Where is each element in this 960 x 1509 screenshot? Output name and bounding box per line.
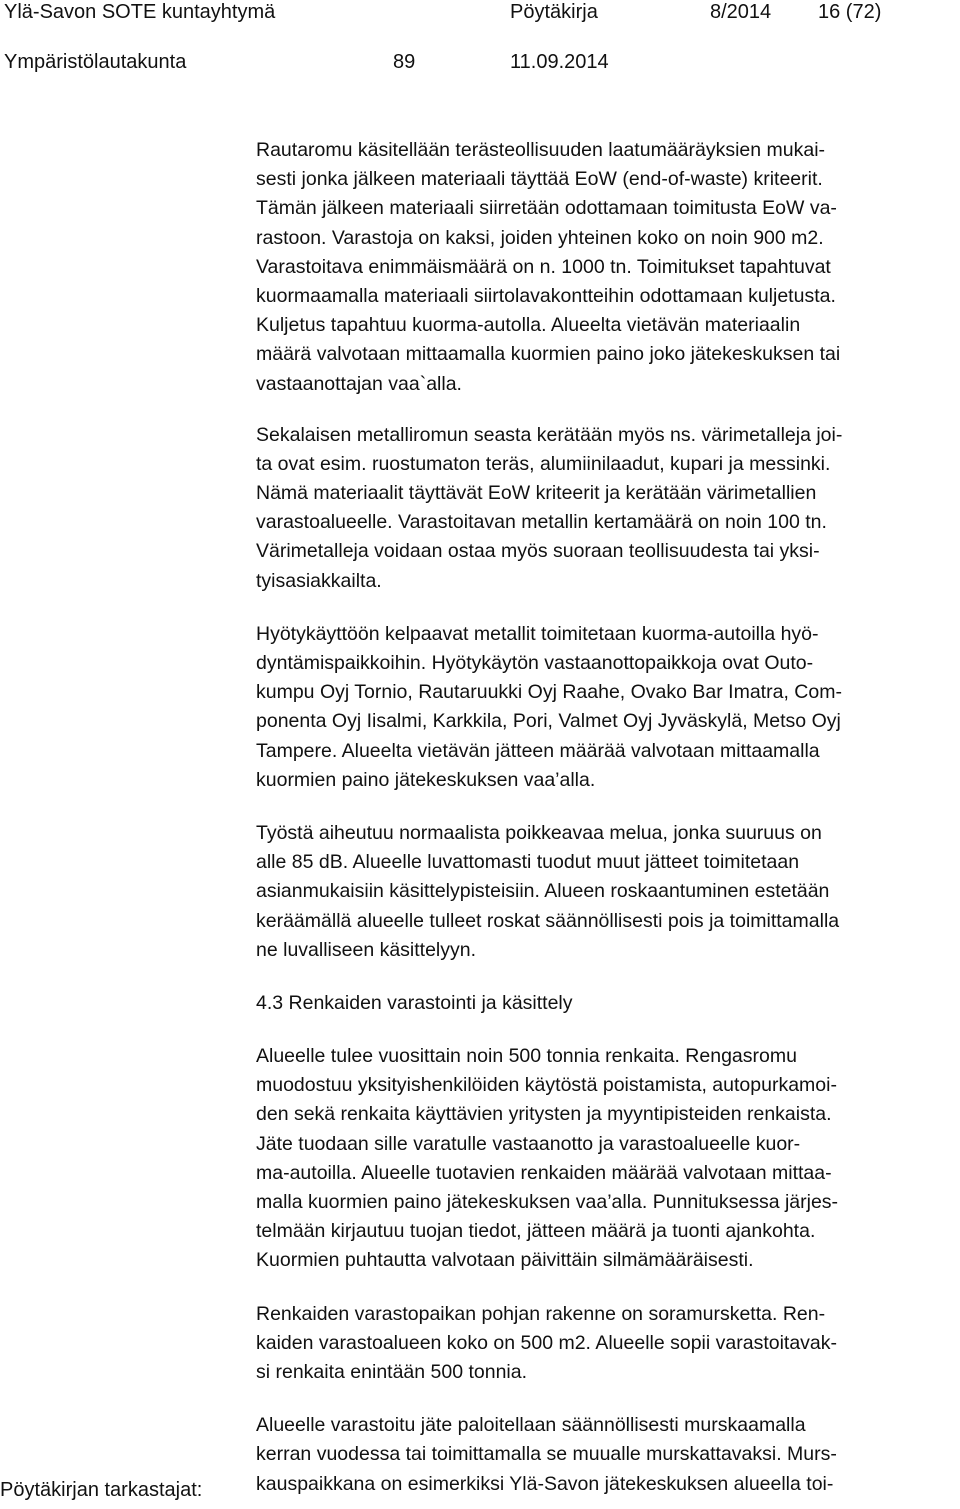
text-line: Tämän jälkeen materiaali siirretään odottamaan toimitusta EoW va-	[256, 197, 837, 220]
page-number: 16 (72)	[818, 1, 882, 23]
text-line: Hyötykäyttöön kelpaavat metallit toimitetaan kuorma-autoilla hyö-	[256, 622, 819, 645]
paragraph-hyotykaytto	[256, 620, 940, 795]
text-line: Tampere. Alueelta vietävän jätteen määrää valvotaan mittaamalla	[256, 739, 820, 762]
text-line: ne luvalliseen käsittelyyn.	[256, 938, 477, 961]
text-line: telmään kirjautuu tuojan tiedot, jätteen määrä ja tuonti ajankohta.	[256, 1220, 816, 1243]
paragraph-melu	[256, 819, 940, 965]
text-line: Työstä aiheutuu normaalista poikkeavaa melua, jonka suuruus on	[256, 821, 822, 844]
text-line: Kuormien puhtautta valvotaan päivittäin silmämääräisesti.	[256, 1249, 754, 1272]
text-line: ponenta Oyj Iisalmi, Karkkila, Pori, Valmet Oyj Jyväskylä, Metso Oyj	[256, 710, 841, 733]
footer-reviewers-label: Pöytäkirjan tarkastajat:	[0, 1479, 203, 1501]
text-line: muodostuu yksityishenkilöiden käytöstä poistamista, autopurkamoi-	[256, 1074, 837, 1097]
text-line: asianmukaisiin käsittelypisteisiin. Alueen roskaantuminen estetään	[256, 880, 830, 903]
organization-name: Ylä-Savon SOTE kuntayhtymä	[4, 1, 276, 23]
text-line: Sekalaisen metalliromun seasta kerätään myös ns. värimetalleja joi-	[256, 423, 843, 446]
text-line: sesti jonka jälkeen materiaali täyttää EoW (end-of-waste) kriteerit.	[256, 168, 823, 191]
text-line: Alueelle tulee vuosittain noin 500 tonnia renkaita. Rengasromu	[256, 1045, 797, 1068]
paragraph-rautaromu	[256, 136, 940, 399]
meeting-date: 11.09.2014	[510, 51, 609, 73]
text-line: dyntämispaikkoihin. Hyötykäytön vastaanottopaikkoja ovat Outo-	[256, 652, 814, 674]
text-line: kuormien paino jätekeskuksen vaa’alla.	[256, 768, 596, 791]
text-line: Alueelle varastoitu jäte paloitellaan säännöllisesti murskaamalla	[256, 1414, 806, 1437]
paragraph-varastopaikka	[256, 1300, 940, 1388]
text-line: Kuljetus tapahtuu kuorma-autolla. Alueelta vietävän materiaalin	[256, 314, 801, 337]
text-line: Nämä materiaalit täyttävät EoW kriteerit ja kerätään värimetallien	[256, 482, 817, 505]
text-line: kumpu Oyj Tornio, Rautaruukki Oyj Raahe, Ovako Bar Imatra, Com-	[256, 681, 842, 704]
committee-name: Ympäristölautakunta	[4, 51, 187, 73]
paragraph-varimetallit	[256, 421, 940, 596]
text-line: keräämällä alueelle tulleet roskat säännöllisesti pois ja toimittamalla	[256, 909, 840, 932]
text-line: malla kuormien paino jätekeskuksen vaa’alla. Punnituksessa järjes-	[256, 1191, 839, 1213]
paragraph-murskaus	[256, 1411, 940, 1499]
paragraph-renkaat	[256, 1042, 940, 1276]
text-line: den sekä renkaita käyttävien yritysten ja myyntipisteiden renkaista.	[256, 1103, 832, 1126]
text-line: rastoon. Varastoja on kaksi, joiden yhteinen koko on noin 900 m2.	[256, 226, 824, 249]
text-line: varastoalueelle. Varastoitavan metallin kertamäärä on noin 100 tn.	[256, 511, 827, 534]
text-line: kaiden varastoalueen koko on 500 m2. Alueelle sopii varastoitavak-	[256, 1331, 838, 1354]
document-type: Pöytäkirja	[510, 1, 598, 23]
text-line: tyisasiakkailta.	[256, 569, 382, 592]
text-line: ta ovat esim. ruostumaton teräs, alumiinilaadut, kupari ja messinki.	[256, 452, 831, 475]
text-line: alle 85 dB. Alueelle luvattomasti tuodut muut jätteet toimitetaan	[256, 851, 800, 874]
text-line: si renkaita enintään 500 tonnia.	[256, 1360, 528, 1383]
text-line: Renkaiden varastopaikan pohjan rakenne on soramursketta. Ren-	[256, 1302, 826, 1325]
text-line: kerran vuodessa tai toimittamalla se muualle murskattavaksi. Murs-	[256, 1443, 837, 1466]
section-number: 89	[393, 51, 416, 73]
text-line: kuormaamalla materiaali siirtolavakontteihin odottamaan kuljetusta.	[256, 284, 836, 307]
section-heading: 4.3 Renkaiden varastointi ja käsittely	[256, 991, 573, 1014]
text-line: Varastoitava enimmäismäärä on n. 1000 tn. Toimitukset tapahtuvat	[256, 255, 831, 278]
text-line: Värimetalleja voidaan ostaa myös suoraan teollisuudesta tai yksi-	[256, 540, 820, 563]
text-line: ma-autoilla. Alueelle tuotavien renkaiden määrää valvotaan mittaa-	[256, 1161, 832, 1184]
text-line: Rautaromu käsitellään terästeollisuuden laatumääräyksien mukai-	[256, 139, 826, 161]
text-line: vastaanottajan vaa`alla.	[256, 372, 462, 395]
text-line: kauspaikkana on esimerkiksi Ylä-Savon jätekeskuksen alueella toi-	[256, 1472, 834, 1495]
document-number: 8/2014	[710, 1, 772, 23]
document-body	[256, 136, 940, 1499]
text-line: määrä valvotaan mittaamalla kuormien paino joko jätekeskuksen tai	[256, 343, 841, 366]
text-line: Jäte tuodaan sille varatulle vastaanotto ja varastoalueelle kuor-	[256, 1132, 801, 1155]
